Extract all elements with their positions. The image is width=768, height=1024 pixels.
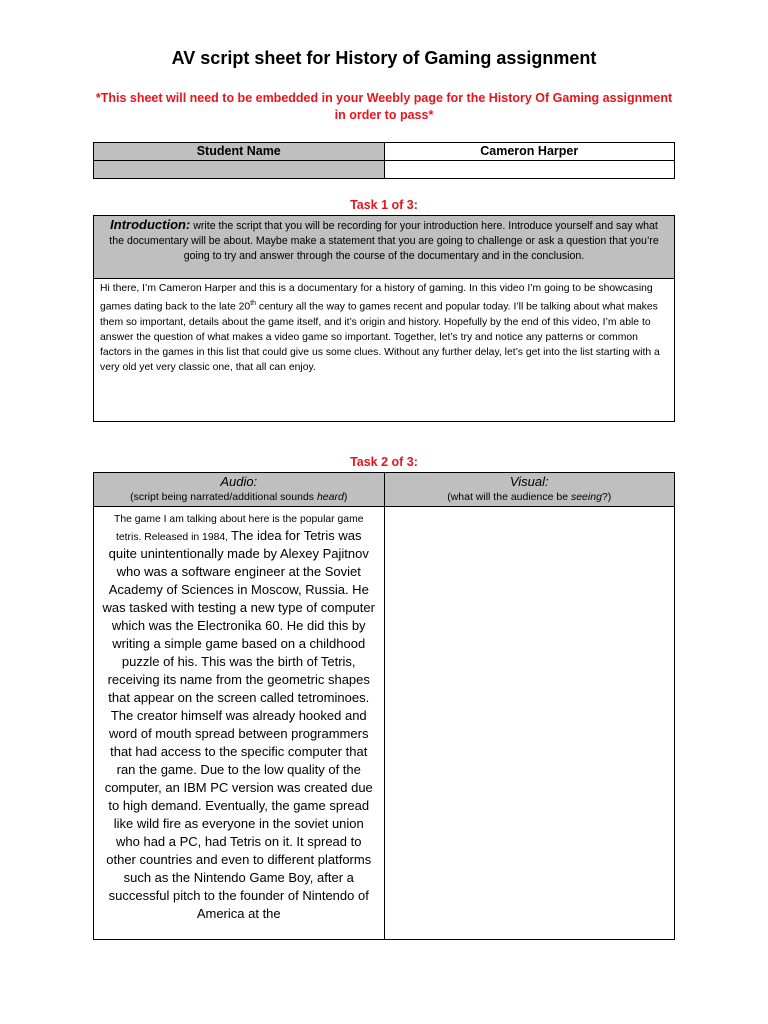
task2-label: Task 2 of 3:	[350, 455, 418, 469]
audio-heading: Audio:	[220, 474, 258, 489]
embed-notice: *This sheet will need to be embedded in your Weebly page for the History Of Gaming assignment in order to pass*	[95, 91, 673, 122]
student-name-label: Student Name	[94, 143, 385, 161]
task2-table	[93, 472, 675, 940]
introduction-instructions: write the script that you will be recording for your introduction here. Introduce yourself and say what the documentary will be about. Maybe make a statement that you are going to challenge or ask a question that you’re going to try and answer through the course of the documentary and in the conclusion.	[109, 220, 659, 262]
task1-instructions	[94, 216, 675, 279]
task1-label: Task 1 of 3:	[350, 198, 418, 212]
introduction-script: Hi there, I’m Cameron Harper and this is a documentary for a history of gaming. In this video I’m going to be showcasing games dating back to the late 20th century all the way to games recent and popular today. I’ll be talking about what makes them so important, details about the game itself, and it’s origin and history. Hopefully by the end of this video, I’m able to answer the question of what makes a video game so important. Together, let’s try and notice any patterns or common factors in the games in this list that could give us some clues. Without any further delay, let’s get into the list starting with a very old yet very classic one, that all can enjoy.	[94, 279, 675, 422]
audio-subheading: (script being narrated/additional sounds heard)	[130, 491, 348, 503]
introduction-heading: Introduction:	[110, 217, 191, 232]
document-title: AV script sheet for History of Gaming assignment	[171, 48, 597, 68]
empty-cell	[384, 161, 675, 179]
task1-table	[93, 215, 675, 422]
student-table	[93, 142, 675, 179]
visual-script	[384, 507, 675, 940]
student-name-value: Cameron Harper	[384, 143, 675, 161]
audio-script: The game I am talking about here is the popular game tetris. Released in 1984, The idea for Tetris was quite unintentionally made by Alexey Pajitnov who was a software engineer at the Soviet Academy of Sciences in Moscow, Russia. He was tasked with testing a new type of computer which was the Electronika 60. He did this by writing a simple game based on a childhood puzzle of his. This was the birth of Tetris, receiving its name from the geometric shapes that appear on the screen called tetrominoes. The creator himself was already hooked and word of mouth spread between programmers that had access to the specific computer that ran the game. Due to the low quality of the computer, an IBM PC version was created due to high demand. Eventually, the game spread like wild fire as everyone in the soviet union who had a PC, had Tetris on it. It spread to other countries and even to different platforms such as the Nintendo Game Boy, after a successful pitch to the founder of Nintendo of America at the	[94, 507, 385, 940]
visual-subheading: (what will the audience be seeing?)	[447, 491, 612, 503]
empty-cell	[94, 161, 385, 179]
audio-header	[94, 473, 385, 507]
visual-heading: Visual:	[509, 474, 549, 489]
visual-header	[384, 473, 675, 507]
